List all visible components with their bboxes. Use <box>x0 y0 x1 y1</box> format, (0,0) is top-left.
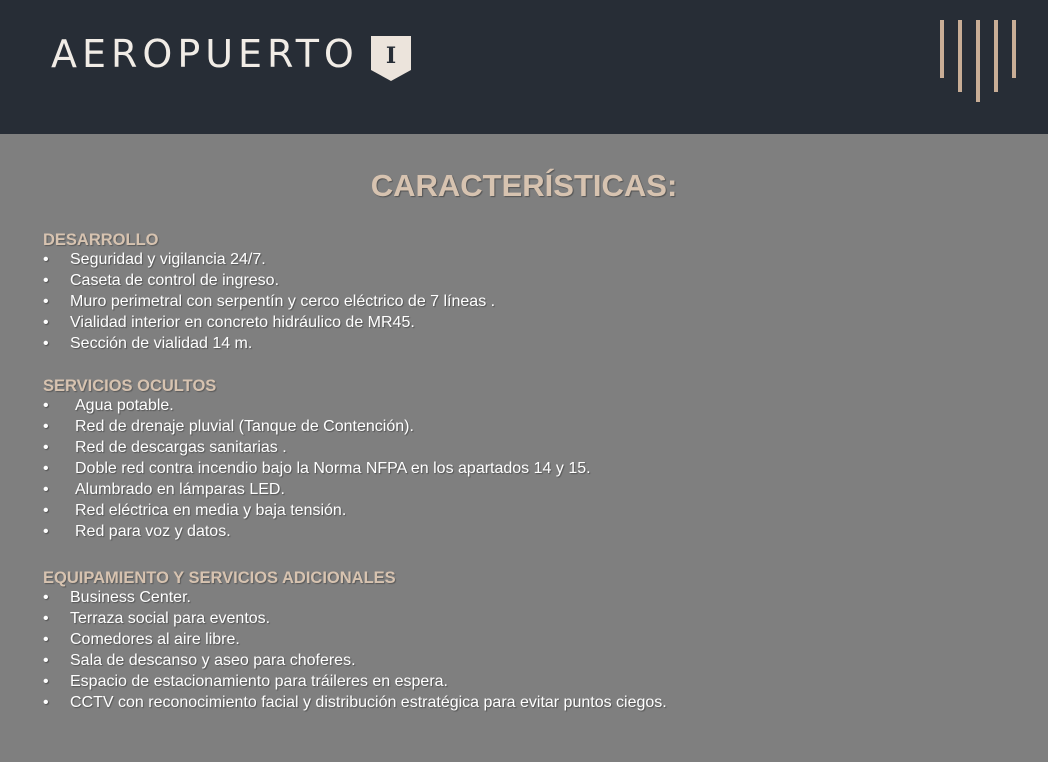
list-item-text: Muro perimetral con serpentín y cerco eléctrico de 7 líneas . <box>70 293 496 310</box>
bullet: • <box>43 652 49 669</box>
bullet: • <box>43 502 49 519</box>
bullet: • <box>43 293 49 310</box>
bullet: • <box>43 631 49 648</box>
list-item-text: Alumbrado en lámparas LED. <box>75 481 285 498</box>
list-item-text: Seguridad y vigilancia 24/7. <box>70 251 266 268</box>
bullet: • <box>43 460 49 477</box>
list-item <box>43 479 1003 500</box>
list-item-text: Red eléctrica en media y baja tensión. <box>75 502 347 519</box>
list-item-text: Red para voz y datos. <box>75 523 231 540</box>
list-item-text: Red de drenaje pluvial (Tanque de Contención). <box>75 418 414 435</box>
list-item <box>43 650 1003 671</box>
list-item-text: Sección de vialidad 14 m. <box>70 335 253 352</box>
list-item <box>43 312 1003 333</box>
section-desarrollo <box>43 231 1003 354</box>
list-item <box>43 249 1003 270</box>
bullet: • <box>43 418 49 435</box>
list-item-text: Business Center. <box>70 589 191 606</box>
shield-logo-icon <box>370 35 412 82</box>
list-item <box>43 437 1003 458</box>
bullet: • <box>43 251 49 268</box>
bullet: • <box>43 314 49 331</box>
section-heading: EQUIPAMIENTO Y SERVICIOS ADICIONALES <box>43 569 396 587</box>
page-title: CARACTERÍSTICAS: <box>370 168 678 203</box>
bullet: • <box>43 439 49 456</box>
list-item <box>43 587 1003 608</box>
list-item <box>43 629 1003 650</box>
list-item <box>43 291 1003 312</box>
list-item <box>43 608 1003 629</box>
list-item-text: CCTV con reconocimiento facial y distribución estratégica para evitar puntos ciegos. <box>70 694 667 711</box>
list-item-text: Vialidad interior en concreto hidráulico de MR45. <box>70 314 415 331</box>
list-item <box>43 270 1003 291</box>
list-item-text: Terraza social para eventos. <box>70 610 271 627</box>
bullet: • <box>43 589 49 606</box>
header-bar <box>0 0 1048 134</box>
section-equipamiento <box>43 569 1003 713</box>
bullet: • <box>43 335 49 352</box>
list-item <box>43 416 1003 437</box>
list-item-text: Caseta de control de ingreso. <box>70 272 280 289</box>
decorative-bars-icon <box>938 18 1020 104</box>
bullet: • <box>43 272 49 289</box>
list-item-text: Sala de descanso y aseo para choferes. <box>70 652 356 669</box>
list-item-text: Red de descargas sanitarias . <box>75 439 287 456</box>
section-heading: DESARROLLO <box>43 231 159 249</box>
section-servicios-ocultos <box>43 377 1003 542</box>
list-item <box>43 521 1003 542</box>
bullet: • <box>43 673 49 690</box>
list-item <box>43 500 1003 521</box>
list-item-text: Espacio de estacionamiento para tráileres en espera. <box>70 673 448 690</box>
section-heading: SERVICIOS OCULTOS <box>43 377 217 395</box>
list-item-text: Comedores al aire libre. <box>70 631 240 648</box>
list-item <box>43 395 1003 416</box>
bullet: • <box>43 397 49 414</box>
shield-letter: I <box>385 43 397 69</box>
bullet: • <box>43 694 49 711</box>
brand-name: AEROPUERTO <box>51 32 359 76</box>
bullet: • <box>43 481 49 498</box>
bullet: • <box>43 523 49 540</box>
list-item <box>43 671 1003 692</box>
bullet: • <box>43 610 49 627</box>
list-item <box>43 692 1003 713</box>
list-item-text: Agua potable. <box>75 397 174 414</box>
list-item <box>43 333 1003 354</box>
list-item <box>43 458 1003 479</box>
list-item-text: Doble red contra incendio bajo la Norma NFPA en los apartados 14 y 15. <box>75 460 591 477</box>
